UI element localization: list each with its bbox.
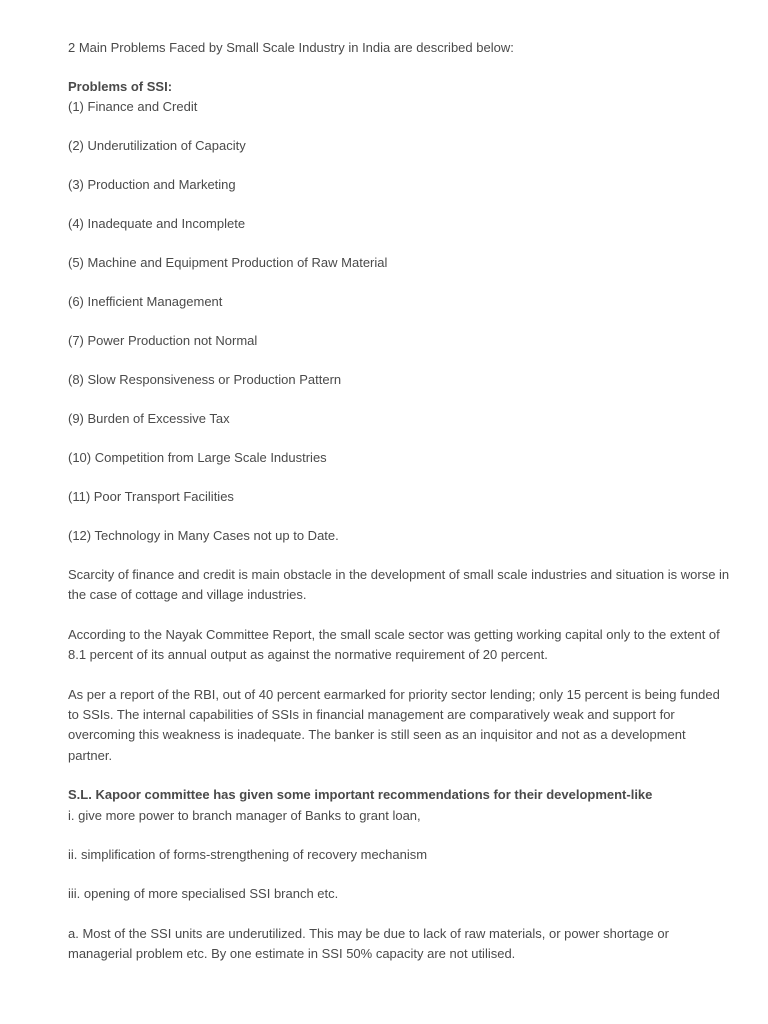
recommendation-item: i. give more power to branch manager of Banks to grant loan, — [68, 807, 421, 823]
problem-item: (4) Inadequate and Incomplete — [68, 216, 246, 231]
problem-item: (3) Production and Marketing — [68, 177, 236, 192]
problem-item: (11) Poor Transport Facilities — [68, 489, 234, 504]
problem-item: (2) Underutilization of Capacity — [68, 138, 246, 153]
intro-text: 2 Main Problems Faced by Small Scale Industry in India are described below: — [68, 40, 514, 55]
body-paragraph: According to the Nayak Committee Report, the small scale sector was getting working capital only to the extent of 8.1 percent of its annual output as against the normative requirement of 20 percent. — [68, 626, 720, 663]
document-body — [68, 38, 732, 984]
recommendation-item: iii. opening of more specialised SSI branch etc. — [68, 886, 339, 902]
problem-item: (12) Technology in Many Cases not up to Date. — [68, 528, 339, 543]
recommendation-item: ii. simplification of forms-strengthening of recovery mechanism — [68, 847, 428, 863]
recommendations-list — [68, 806, 732, 905]
problem-item: (8) Slow Responsiveness or Production Pattern — [68, 372, 342, 387]
problems-list — [68, 97, 732, 546]
recommendations-heading: S.L. Kapoor committee has given some important recommendations for their development-like — [68, 787, 653, 803]
problem-item: (5) Machine and Equipment Production of Raw Material — [68, 255, 388, 270]
body-paragraph: Scarcity of finance and credit is main obstacle in the development of small scale industries and situation is worse in the case of cottage and village industries. — [68, 567, 730, 603]
problem-item: (7) Power Production not Normal — [68, 333, 258, 348]
body-paragraph: As per a report of the RBI, out of 40 percent earmarked for priority sector lending; only 15 percent is being funded to SSIs. The internal capabilities of SSIs in financial management are comparatively weak and support for overcoming this weakness is inadequate. The banker is still seen as an inquisitor and not as a development partner. — [68, 686, 720, 763]
closing-paragraph: a. Most of the SSI units are underutilized. This may be due to lack of raw materials, or power shortage or managerial problem etc. By one estimate in SSI 50% capacity are not utilised. — [68, 925, 669, 962]
problems-heading: Problems of SSI: — [68, 79, 173, 94]
problem-item: (1) Finance and Credit — [68, 99, 198, 114]
problem-item: (10) Competition from Large Scale Industries — [68, 450, 327, 465]
problem-item: (6) Inefficient Management — [68, 294, 223, 309]
problem-item: (9) Burden of Excessive Tax — [68, 411, 230, 426]
